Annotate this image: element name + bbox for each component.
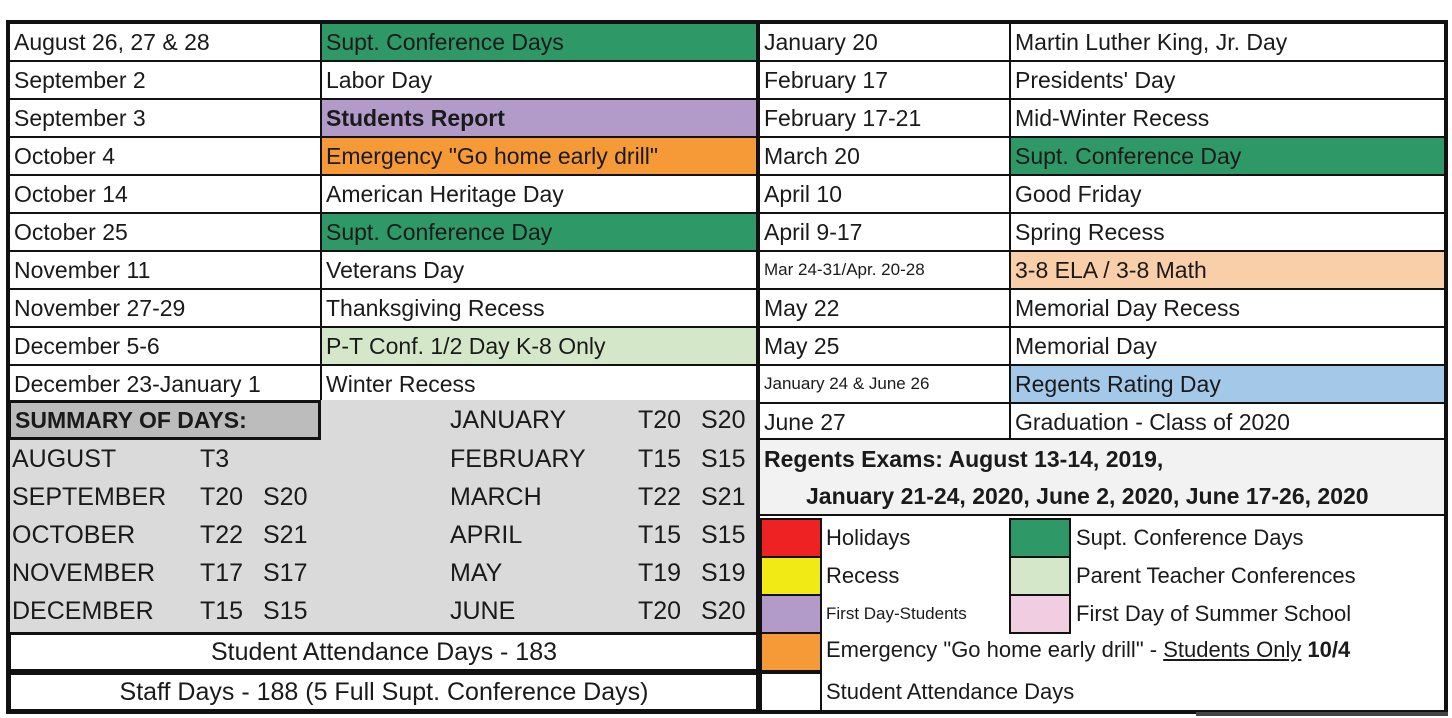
summary-student-days: S20 [701,405,746,434]
left-event-cell: Supt. Conference Day [320,212,760,252]
summary-teacher-days: T20 [200,482,244,511]
first-day-swatch [760,594,822,634]
right-date-cell: January 20 [758,22,1011,62]
parent-teacher-swatch [1009,556,1071,596]
right-date-cell: January 24 & June 26 [758,364,1011,404]
summary-student-days: S21 [701,482,746,511]
right-event-cell: Presidents' Day [1009,60,1448,100]
summary-month: APRIL [450,520,523,549]
summary-teacher-days: T3 [200,444,230,473]
summary-teacher-days: T20 [638,596,682,625]
summary-month: JANUARY [450,405,567,434]
right-date-cell: May 25 [758,326,1011,366]
summary-student-days: S17 [263,558,308,587]
summary-student-days: S15 [701,444,746,473]
left-event-cell: Supt. Conference Days [320,22,760,62]
right-date-cell: May 22 [758,288,1011,328]
right-event-cell: Regents Rating Day [1009,364,1448,404]
right-event-cell: Memorial Day Recess [1009,288,1448,328]
summary-month: AUGUST [12,444,117,473]
emergency-swatch [760,632,822,672]
left-event-cell: P-T Conf. 1/2 Day K-8 Only [320,326,760,366]
right-event-cell: Mid-Winter Recess [1009,98,1448,138]
recess-swatch [760,556,822,596]
left-event-cell: American Heritage Day [320,174,760,214]
summer-school-swatch [1009,594,1071,634]
left-date-cell: September 2 [8,60,322,100]
summary-student-days: S20 [701,596,746,625]
legend-divider-bottom [1196,712,1448,716]
summary-month: DECEMBER [12,596,154,625]
legend-emergency-students-only: Students Only [1163,637,1302,662]
left-date-cell: December 5-6 [8,326,322,366]
legend-emergency-date: 10/4 [1307,637,1351,662]
summary-teacher-days: T22 [638,482,682,511]
left-event-cell: Emergency "Go home early drill" [320,136,760,176]
summary-teacher-days: T17 [200,558,244,587]
student-attendance-days-total: Student Attendance Days - 183 [8,632,760,672]
left-date-cell: November 27-29 [8,288,322,328]
left-date-cell: September 3 [8,98,322,138]
summary-month: NOVEMBER [12,558,156,587]
right-event-cell: Supt. Conference Day [1009,136,1448,176]
right-date-cell: Mar 24-31/Apr. 20-28 [758,250,1011,290]
summary-student-days: S19 [701,558,746,587]
right-date-cell: April 9-17 [758,212,1011,252]
summary-teacher-days: T20 [638,405,682,434]
legend-attendance: Student Attendance Days [826,679,1075,704]
legend-ptc: Parent Teacher Conferences [1076,563,1356,588]
summary-teacher-days: T22 [200,520,244,549]
legend-emergency-text: Emergency "Go home early drill" - [826,637,1164,662]
left-date-cell: October 4 [8,136,322,176]
left-date-cell: August 26, 27 & 28 [8,22,322,62]
left-date-cell: November 11 [8,250,322,290]
summary-teacher-days: T15 [638,520,682,549]
left-date-cell: October 14 [8,174,322,214]
right-date-cell: March 20 [758,136,1011,176]
summary-student-days: S21 [263,520,308,549]
summary-month: JUNE [450,596,516,625]
supt-conference-swatch [1009,518,1071,558]
left-event-cell: Veterans Day [320,250,760,290]
summary-student-days: S20 [263,482,308,511]
right-date-cell: February 17 [758,60,1011,100]
summary-teacher-days: T15 [638,444,682,473]
summary-month: OCTOBER [12,520,136,549]
summary-student-days: S15 [263,596,308,625]
staff-days-total: Staff Days - 188 (5 Full Supt. Conference Days) [8,672,760,712]
summary-month: MARCH [450,482,542,511]
right-event-cell: Memorial Day [1009,326,1448,366]
summary-teacher-days: T19 [638,558,682,587]
left-event-cell: Students Report [320,98,760,138]
legend-first-day: First Day-Students [826,604,967,623]
right-date-cell: June 27 [758,402,1011,442]
attendance-swatch [760,672,822,712]
summary-month: MAY [450,558,503,587]
center-divider [756,20,760,714]
right-event-cell: 3-8 ELA / 3-8 Math [1009,250,1448,290]
right-event-cell: Good Friday [1009,174,1448,214]
legend-supt: Supt. Conference Days [1076,525,1304,550]
left-event-cell: Labor Day [320,60,760,100]
legend-holidays: Holidays [826,525,911,550]
right-event-cell: Spring Recess [1009,212,1448,252]
legend-recess: Recess [826,563,900,588]
right-event-cell: Graduation - Class of 2020 [1009,402,1448,442]
summary-teacher-days: T15 [200,596,244,625]
regents-line-2: January 21-24, 2020, June 2, 2020, June 17-26, 2020 [806,482,1369,509]
right-date-cell: April 10 [758,174,1011,214]
left-event-cell: Thanksgiving Recess [320,288,760,328]
summary-month: FEBRUARY [450,444,586,473]
left-event-cell: Winter Recess [320,364,760,404]
summary-student-days: S15 [701,520,746,549]
right-event-cell: Martin Luther King, Jr. Day [1009,22,1448,62]
left-date-cell: October 25 [8,212,322,252]
summary-month: SEPTEMBER [12,482,167,511]
regents-line-1: Regents Exams: August 13-14, 2019, [764,445,1164,472]
legend-emergency [826,630,1350,670]
summary-title: SUMMARY OF DAYS: [8,400,321,440]
right-date-cell: February 17-21 [758,98,1011,138]
legend-summer: First Day of Summer School [1076,601,1352,626]
holidays-swatch [760,518,822,558]
left-date-cell: December 23-January 1 [8,364,322,404]
